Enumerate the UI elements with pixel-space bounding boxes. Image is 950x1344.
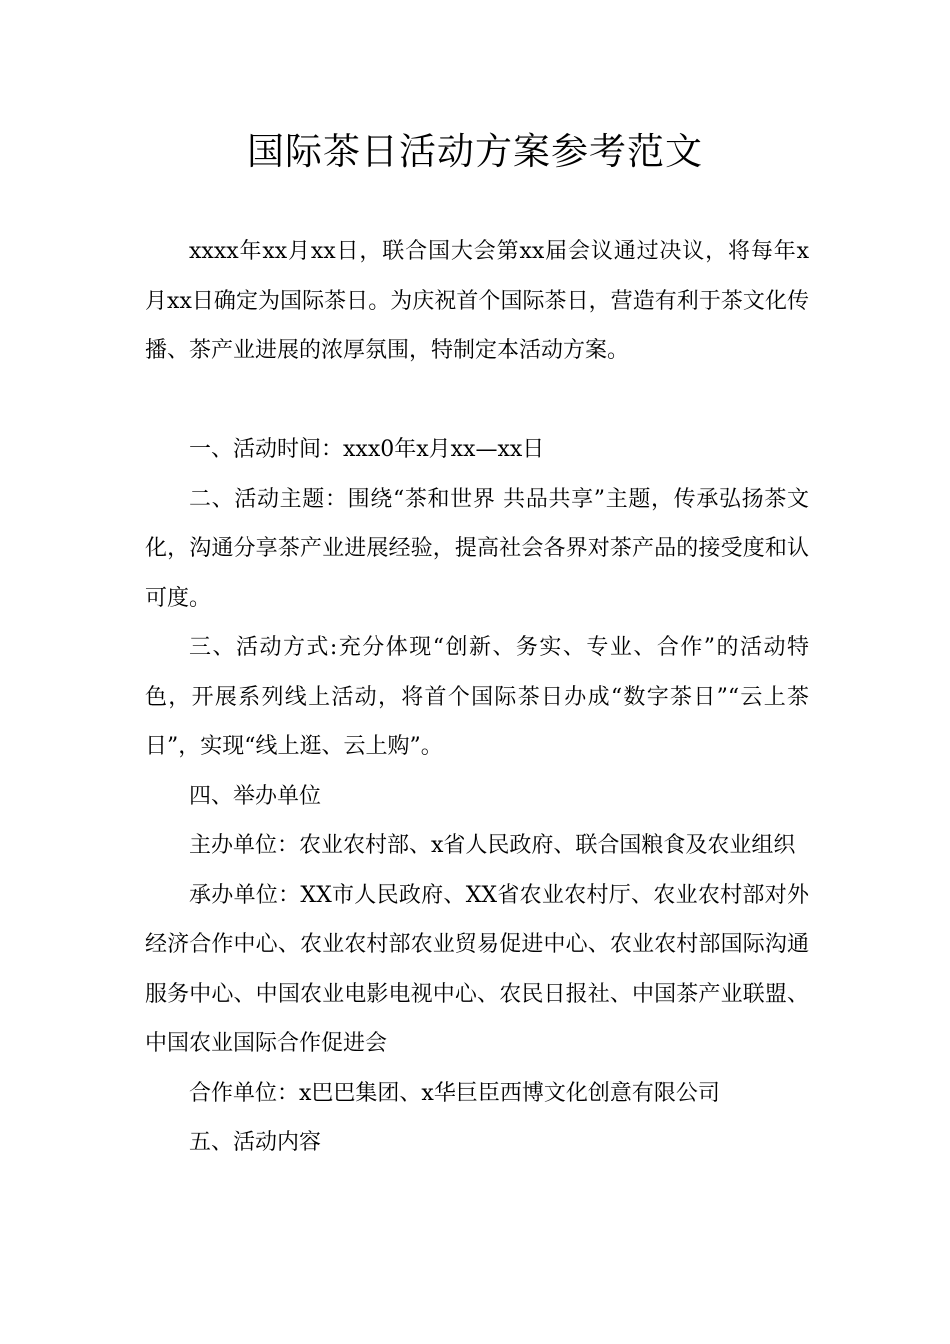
host-units-paragraph: 主办单位：农业农村部、x省人民政府、联合国粮食及农业组织 <box>189 833 796 858</box>
activity-time-paragraph: 一、活动时间：xxx0年x月xx—xx日 <box>189 437 545 462</box>
activity-theme-paragraph: 二、活动主题：围绕“茶和世界 共品共享”主题，传承弘扬茶文化，沟通分享茶产业进展经验，提高社会各界对茶产品的接受度和认可度。 <box>145 486 809 611</box>
organizers-heading: 四、举办单位 <box>189 783 322 809</box>
activity-method-paragraph: 三、活动方式:充分体现“创新、务实、专业、合作”的活动特色，开展系列线上活动，将首个国际茶日办成“数字茶日”“云上茶日”，实现“线上逛、云上购”。 <box>145 635 809 759</box>
intro-paragraph: xxxx年xx月xx日，联合国大会第xx届会议通过决议，将每年x月xx日确定为国际茶日。为庆祝首个国际茶日，营造有利于茶文化传播、茶产业进展的浓厚氛围，特制定本活动方案。 <box>145 239 809 363</box>
document-body <box>145 227 809 1168</box>
partner-units-paragraph: 合作单位：x巴巴集团、x华巨臣西博文化创意有限公司 <box>189 1080 720 1106</box>
document-title: 国际茶日活动方案参考范文 <box>247 130 703 173</box>
organizing-units-paragraph: 承办单位：XX市人民政府、XX省农业农村厅、农业农村部对外经济合作中心、农业农村部农业贸易促进中心、农业农村部国际沟通服务中心、中国农业电影电视中心、农民日报社、中国茶产业联盟、中国农业国际合作促进会 <box>145 882 809 1056</box>
activity-content-heading: 五、活动内容 <box>189 1130 322 1155</box>
